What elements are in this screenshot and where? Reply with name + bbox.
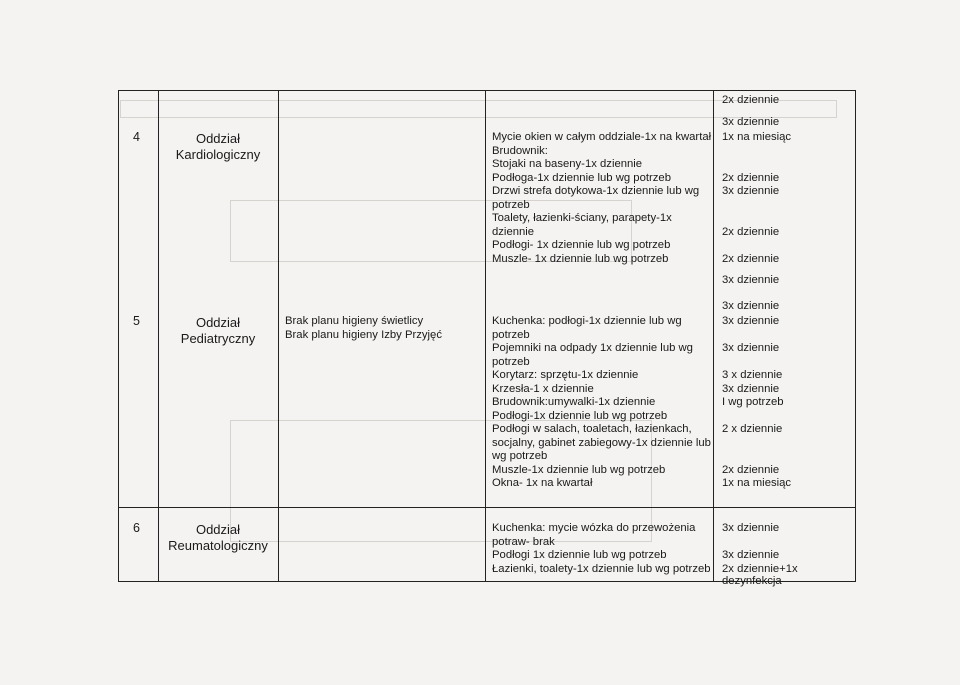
frequency-line: 3 x dziennie (722, 369, 783, 381)
scope-line: Mycie okien w całym oddziale-1x na kwartał (492, 131, 712, 143)
ward-name-line: Kardiologiczny (175, 147, 261, 162)
frequency-line: 3x dziennie (722, 549, 780, 561)
scope-line: Okna- 1x na kwartał (492, 477, 593, 489)
frequency-line: 3x dziennie (722, 342, 780, 354)
row-number: 6 (133, 521, 140, 535)
scope-line: Stojaki na baseny-1x dziennie (492, 158, 643, 170)
frequency-line: 2x dziennie (722, 252, 780, 265)
scope-line: wg potrzeb (492, 450, 548, 462)
frequency-line: 1x na miesiąc (722, 477, 792, 489)
scope-line: Kuchenka: mycie wózka do przewożenia (492, 522, 696, 534)
scope-line: Korytarz: sprzętu-1x dziennie (492, 369, 639, 381)
ward-name-line: Reumatologiczny (168, 538, 268, 553)
frequency-line: dezynfekcja (722, 575, 782, 587)
row-divider (118, 507, 856, 508)
scope-line: Brudownik:umywalki-1x dziennie (492, 396, 656, 408)
column-divider (278, 90, 279, 582)
scope-line: Pojemniki na odpady 1x dziennie lub wg (492, 342, 693, 354)
row-number: 4 (133, 130, 140, 144)
frequency-line: 3x dziennie (722, 300, 780, 312)
frequency-line: 2x dziennie+1x (722, 562, 798, 575)
scope-line: Krzesła-1 x dziennie (492, 382, 594, 395)
row-number: 5 (133, 314, 140, 328)
ward-name-line: Oddział (195, 522, 241, 537)
scope-line: Podłogi 1x dziennie lub wg potrzeb (492, 549, 667, 561)
scope-line: Muszle- 1x dziennie lub wg potrzeb (492, 252, 669, 265)
scope-line: Muszle-1x dziennie lub wg potrzeb (492, 463, 666, 476)
scope-line: potrzeb (492, 328, 530, 341)
column-divider (485, 90, 486, 582)
frequency-line: 3x dziennie (722, 315, 780, 327)
frequency-line: 3x dziennie (722, 185, 780, 197)
scope-line: socjalny, gabinet zabiegowy-1x dziennie lub (492, 436, 711, 449)
frequency-line: I wg potrzeb (722, 396, 784, 408)
frequency-line: 3x dziennie (722, 116, 780, 128)
column-divider (713, 90, 714, 582)
ward-name-line: Oddział (195, 131, 241, 146)
scope-line: Kuchenka: podłogi-1x dziennie lub wg (492, 315, 682, 327)
ward-name-line: Pediatryczny (180, 331, 256, 346)
frequency-line: 2 x dziennie (722, 423, 783, 435)
scope-line: Toalety, łazienki-ściany, parapety-1x (492, 212, 672, 224)
scope-line: Brudownik: (492, 144, 548, 157)
scope-line: Podłoga-1x dziennie lub wg potrzeb (492, 171, 671, 184)
scope-line: dziennie (492, 225, 535, 238)
ward-name-line: Oddział (195, 315, 241, 330)
frequency-line: 2x dziennie (722, 171, 780, 184)
frequency-line: 3x dziennie (722, 522, 780, 534)
frequency-line: 3x dziennie (722, 382, 780, 395)
scope-line: Łazienki, toalety-1x dziennie lub wg potrzeb (492, 562, 711, 575)
scope-line: Drzwi strefa dotykowa-1x dziennie lub wg (492, 185, 700, 197)
scope-line: Podłogi- 1x dziennie lub wg potrzeb (492, 239, 671, 251)
frequency-line: 2x dziennie (722, 225, 780, 238)
scope-line: potraw- brak (492, 535, 555, 548)
scope-line: Podłogi-1x dziennie lub wg potrzeb (492, 409, 668, 422)
scope-line: potrzeb (492, 198, 530, 211)
frequency-line: 2x dziennie (722, 463, 780, 476)
frequency-line: 2x dziennie (722, 94, 780, 106)
scope-line: potrzeb (492, 355, 530, 368)
frequency-line: 1x na miesiąc (722, 131, 792, 143)
scope-line: Podłogi w salach, toaletach, łazienkach, (492, 423, 692, 435)
frequency-line: 3x dziennie (722, 274, 780, 286)
note-line: Brak planu higieny świetlicy (285, 315, 424, 327)
note-line: Brak planu higieny Izby Przyjęć (285, 328, 442, 341)
